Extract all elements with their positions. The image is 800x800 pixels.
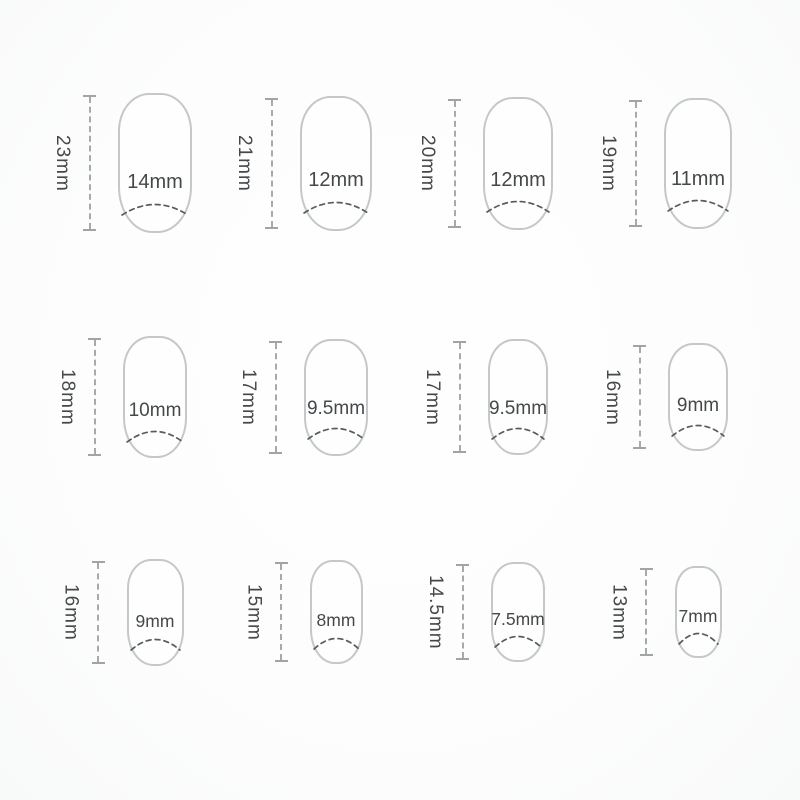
measure-tick-bottom xyxy=(456,658,469,660)
length-label: 17mm xyxy=(422,368,443,426)
measure-dashed-line xyxy=(280,564,282,660)
nail-size-cell xyxy=(48,336,187,458)
smile-line-icon xyxy=(490,424,546,442)
width-label: 9mm xyxy=(676,395,720,417)
width-label: 8mm xyxy=(316,610,356,630)
nail-shape xyxy=(310,560,363,664)
width-label: 9.5mm xyxy=(488,397,548,419)
length-measure-line xyxy=(91,561,106,664)
nail-size-cell xyxy=(225,96,372,231)
measure-dashed-line xyxy=(271,100,273,227)
width-label: 9mm xyxy=(135,611,175,631)
length-label: 21mm xyxy=(234,134,255,192)
length-label: 19mm xyxy=(598,134,619,192)
nail-shape xyxy=(668,343,728,451)
length-label: 18mm xyxy=(57,368,78,426)
length-measure-line xyxy=(82,95,97,231)
nail-size-cell xyxy=(229,339,368,456)
length-label: 16mm xyxy=(60,583,82,641)
nail-size-cell xyxy=(593,343,728,451)
nail-shape xyxy=(300,96,372,231)
nail-shape xyxy=(491,562,545,662)
width-label: 12mm xyxy=(490,168,546,191)
measure-dashed-line xyxy=(454,101,456,226)
measure-tick-bottom xyxy=(629,225,642,227)
measure-dashed-line xyxy=(97,563,99,662)
nail-shape xyxy=(118,93,192,233)
measure-tick-bottom xyxy=(453,451,466,453)
length-label: 16mm xyxy=(602,368,623,426)
length-measure-line xyxy=(87,338,102,456)
width-label: 7mm xyxy=(678,606,718,627)
nail-shape xyxy=(483,97,553,230)
length-measure-line xyxy=(268,341,283,454)
measure-dashed-line xyxy=(645,570,647,654)
length-measure-line xyxy=(447,99,462,228)
smile-line-icon xyxy=(485,197,551,215)
width-label: 7.5mm xyxy=(491,608,545,629)
measure-tick-bottom xyxy=(83,229,96,231)
nail-size-cell xyxy=(416,562,545,662)
smile-line-icon xyxy=(129,635,182,653)
measure-dashed-line xyxy=(459,343,461,451)
measure-tick-bottom xyxy=(633,447,646,449)
nail-shape xyxy=(664,98,732,229)
measure-dashed-line xyxy=(94,340,96,454)
length-measure-line xyxy=(452,341,467,453)
length-label: 14.5mm xyxy=(425,574,446,650)
nail-size-cell xyxy=(235,560,363,664)
measure-tick-bottom xyxy=(265,227,278,229)
length-measure-line xyxy=(632,345,647,449)
measure-tick-bottom xyxy=(448,226,461,228)
measure-tick-bottom xyxy=(275,660,288,662)
nail-shape xyxy=(127,559,184,666)
measure-tick-bottom xyxy=(640,654,653,656)
length-measure-line xyxy=(264,98,279,229)
nail-size-cell xyxy=(52,559,184,666)
measure-tick-bottom xyxy=(269,452,282,454)
measure-dashed-line xyxy=(462,566,464,658)
length-measure-line xyxy=(639,568,654,656)
length-label: 20mm xyxy=(417,134,438,192)
measure-tick-bottom xyxy=(92,662,105,664)
width-label: 9.5mm xyxy=(306,398,366,420)
length-label: 15mm xyxy=(243,583,265,641)
nail-shape xyxy=(304,339,368,456)
nail-shape xyxy=(675,566,722,658)
length-label: 23mm xyxy=(52,134,73,192)
smile-line-icon xyxy=(306,424,366,442)
smile-line-icon xyxy=(670,421,726,439)
smile-line-icon xyxy=(302,198,370,216)
smile-line-icon xyxy=(312,634,361,652)
width-label: 11mm xyxy=(670,167,726,190)
width-label: 10mm xyxy=(128,399,182,421)
measure-dashed-line xyxy=(275,343,277,452)
nail-size-cell xyxy=(589,98,732,229)
nail-shape xyxy=(123,336,187,458)
nail-size-cell xyxy=(413,339,548,455)
nail-shape xyxy=(488,339,548,455)
measure-dashed-line xyxy=(89,97,91,229)
length-label: 13mm xyxy=(608,583,630,641)
smile-line-icon xyxy=(120,200,190,218)
width-label: 12mm xyxy=(308,169,364,192)
width-label: 14mm xyxy=(127,170,183,193)
length-measure-line xyxy=(455,564,470,660)
smile-line-icon xyxy=(677,629,720,647)
length-measure-line xyxy=(274,562,289,662)
nail-size-cell xyxy=(43,93,192,233)
nail-size-cell xyxy=(408,97,553,230)
smile-line-icon xyxy=(493,632,543,650)
smile-line-icon xyxy=(125,427,185,445)
length-label: 17mm xyxy=(238,368,259,426)
measure-dashed-line xyxy=(639,347,641,447)
nail-size-cell xyxy=(600,566,722,658)
smile-line-icon xyxy=(666,196,730,214)
measure-tick-bottom xyxy=(88,454,101,456)
length-measure-line xyxy=(628,100,643,227)
measure-dashed-line xyxy=(635,102,637,225)
